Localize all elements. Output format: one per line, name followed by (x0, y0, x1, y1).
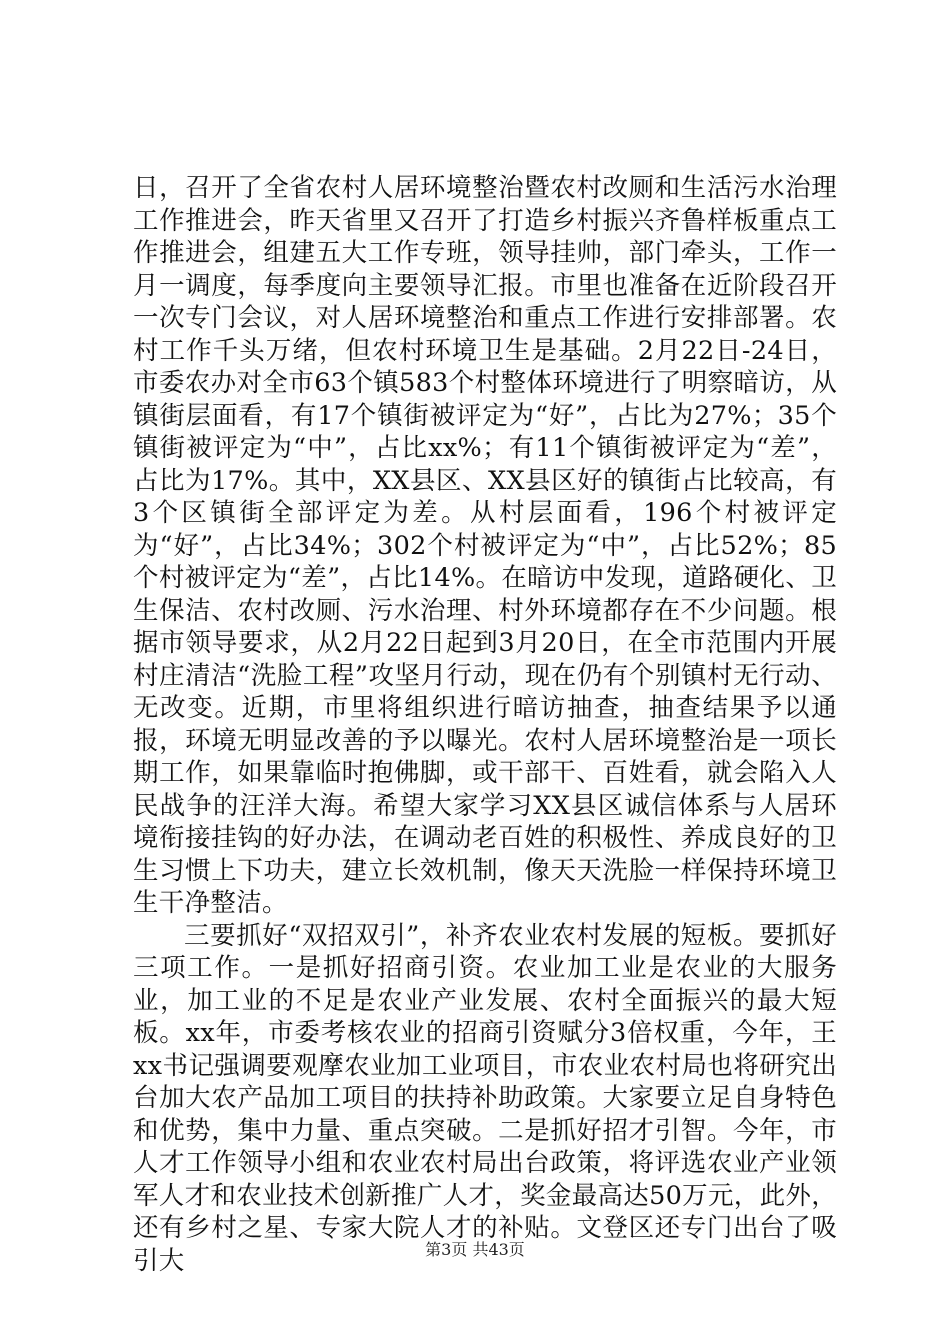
document-body (133, 172, 837, 1277)
page-footer: 第3页 共43页 (425, 1240, 525, 1259)
paragraph-double-recruitment: 三要抓好“双招双引”，补齐农业农村发展的短板。要抓好三项工作。一是抓好招商引资。农业加工业是农业的大服务业，加工业的不足是农业产业发展、农村全面振兴的最大短板。xx年，市委考核农业的招商引资赋分3倍权重，今年，王xx书记强调要观摩农业加工业项目，市农业农村局也将研究出台加大农产品加工项目的扶持补助政策。大家要立足自身特色和优势，集中力量、重点突破。二是抓好招才引智。今年，市人才工作领导小组和农业农村局出台政策，将评选农业产业领军人才和农业技术创新推广人才，奖金最高达50万元，此外，还有乡村之星、专家大院人才的补贴。文登区还专门出台了吸引大 (133, 920, 837, 1276)
paragraph-continued: 日，召开了全省农村人居环境整治暨农村改厕和生活污水治理工作推进会，昨天省里又召开了打造乡村振兴齐鲁样板重点工作推进会，组建五大工作专班，领导挂帅，部门牵头，工作一月一调度，每季度向主要领导汇报。市里也准备在近阶段召开一次专门会议，对人居环境整治和重点工作进行安排部署。农村工作千头万绪，但农村环境卫生是基础。2月22日-24日，市委农办对全市63个镇583个村整体环境进行了明察暗访，从镇街层面看，有17个镇街被评定为“好”，占比为27%；35个镇街被评定为“中”，占比xx%；有11个镇街被评定为“差”，占比为17%。其中，XX县区、XX县区好的镇街占比较高，有3个区镇街全部评定为差。从村层面看，196个村被评定为“好”，占比34%；302个村被评定为“中”，占比52%；85个村被评定为“差”，占比14%。在暗访中发现，道路硬化、卫生保洁、农村改厕、污水治理、村外环境都存在不少问题。根据市领导要求，从2月22日起到3月20日，在全市范围内开展村庄清洁“洗脸工程”攻坚月行动，现在仍有个别镇村无行动、无改变。近期，市里将组织进行暗访抽查，抽查结果予以通报，环境无明显改善的予以曝光。农村人居环境整治是一项长期工作，如果靠临时抱佛脚，或干部干、百姓看，就会陷入人民战争的汪洋大海。希望大家学习XX县区诚信体系与人居环境衔接挂钩的好办法，在调动老百姓的积极性、养成良好的卫生习惯上下功夫，建立长效机制，像天天洗脸一样保持环境卫生干净整洁。 (133, 173, 837, 918)
